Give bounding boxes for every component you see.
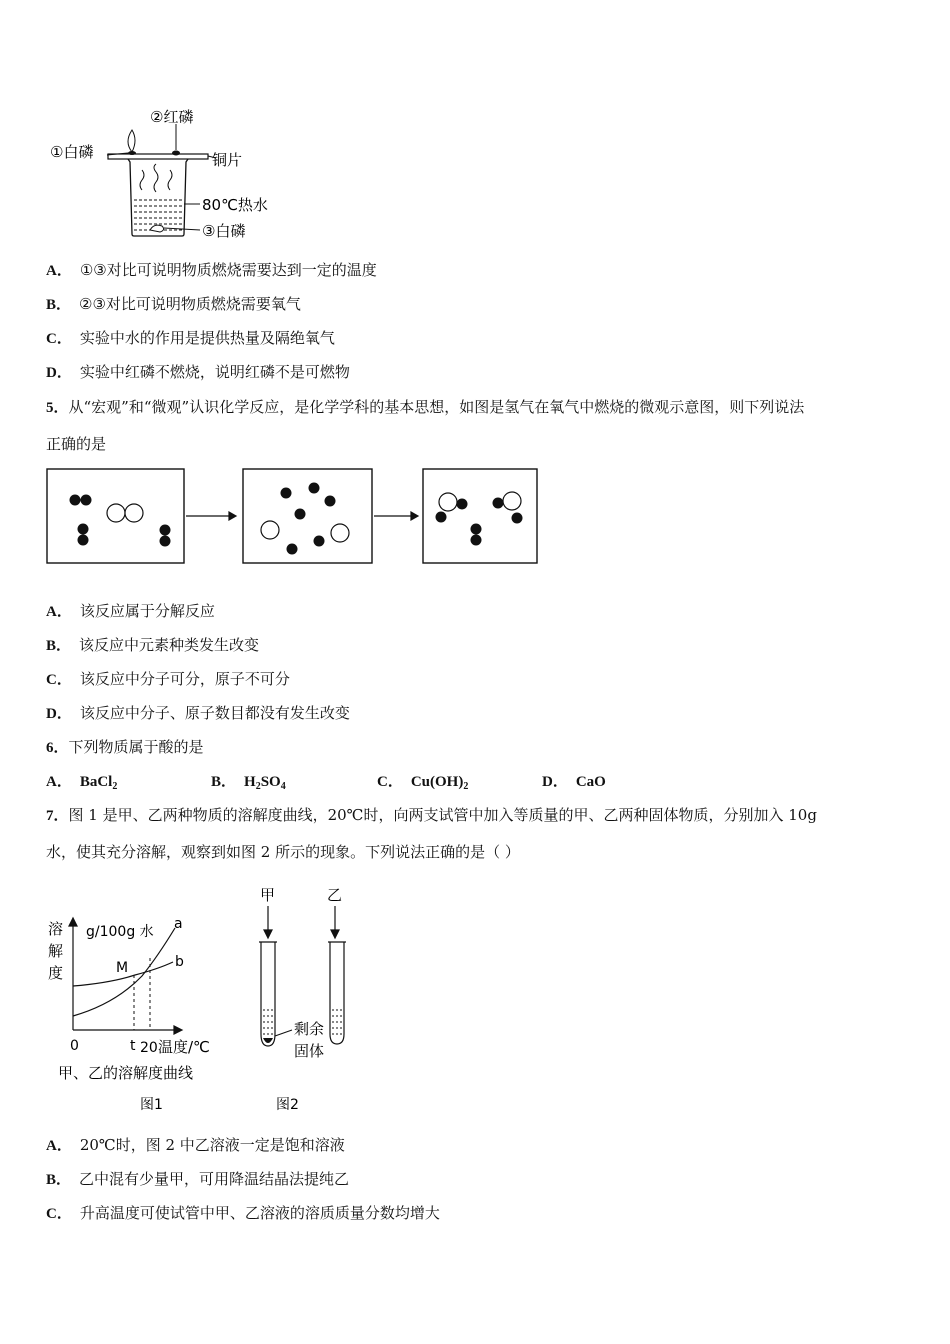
q7-stem-line1: 7．图 1 是甲、乙两种物质的溶解度曲线，20℃时，向两支试管中加入等质量的甲、乙两种固体物质，分别加入 10g <box>46 806 817 824</box>
tube-label-yi: 乙 <box>327 886 343 904</box>
y-unit-label: g/100g 水 <box>86 924 154 940</box>
y-label-du: 度 <box>48 964 64 982</box>
q7-option-a[interactable]: A． 20℃时，图 2 中乙溶液一定是饱和溶液 <box>46 1136 345 1154</box>
box-intermediate <box>243 469 372 563</box>
underwater-phosphorus-shape <box>150 225 164 232</box>
combustion-apparatus-figure <box>50 100 290 250</box>
q6-option-b[interactable]: B． $H_2SO_4$ <box>211 774 286 792</box>
q4-option-d[interactable]: D． 实验中红磷不燃烧，说明红磷不是可燃物 <box>46 363 350 381</box>
label-copper-plate: 铜片 <box>212 151 243 169</box>
tick-t-label: t <box>130 1038 136 1054</box>
curve-b-label: b <box>175 954 184 970</box>
red-phosphorus-shape <box>172 151 180 156</box>
q6-option-a[interactable]: A． BaCl$_2$ <box>46 774 118 792</box>
y-label-rong: 溶 <box>48 920 64 938</box>
q6-stem: 6．下列物质属于酸的是 <box>46 738 204 756</box>
y-label-jie: 解 <box>48 942 64 960</box>
point-m-label: M <box>116 960 129 976</box>
q5-stem-line2: 正确的是 <box>46 435 107 453</box>
q5-stem-line1: 5．从“宏观”和“微观”认识化学反应，是化学学科的基本思想，如图是氢气在氧气中燃烧的微观示意图，则下列说法 <box>46 398 805 416</box>
q7-option-c[interactable]: C． 升高温度可使试管中甲、乙溶液的溶质质量分数均增大 <box>46 1204 440 1222</box>
q5-option-d[interactable]: D． 该反应中分子、原子数目都没有发生改变 <box>46 704 350 722</box>
q6-option-c[interactable]: C． $Cu(OH)_2$ <box>377 774 469 792</box>
test-tubes-figure <box>240 880 370 1120</box>
tick-20-label: 20 <box>140 1040 158 1056</box>
q6-option-d[interactable]: D． CaO <box>542 774 606 790</box>
label-white-phosphorus-3: ③白磷 <box>202 222 246 240</box>
copper-plate-shape <box>108 154 208 159</box>
q7-stem-line2: 水，使其充分溶解，观察到如图 2 所示的现象。下列说法正确的是（ ） <box>46 843 520 861</box>
fig2-label: 图2 <box>276 1097 299 1113</box>
residue-label-1: 剩余 <box>294 1020 325 1038</box>
label-hot-water: 80℃热水 <box>202 196 268 214</box>
tube-yi <box>330 942 344 1044</box>
tube-jia <box>261 942 275 1046</box>
steam-lines <box>140 164 172 192</box>
x-axis-label: 温度/℃ <box>158 1038 210 1056</box>
origin-label: 0 <box>70 1038 79 1054</box>
residue-label-2: 固体 <box>294 1042 325 1060</box>
q4-option-c[interactable]: C． 实验中水的作用是提供热量及隔绝氧气 <box>46 329 335 347</box>
q5-option-c[interactable]: C． 该反应中分子可分，原子不可分 <box>46 670 290 688</box>
label-red-phosphorus: ②红磷 <box>150 108 194 126</box>
curve-a-label: a <box>174 916 183 932</box>
solubility-curve-figure <box>40 880 240 1120</box>
graph-caption: 甲、乙的溶解度曲线 <box>58 1064 194 1082</box>
q4-option-b[interactable]: B． ②③对比可说明物质燃烧需要氧气 <box>46 295 301 313</box>
label-white-phosphorus-1: ①白磷 <box>50 143 94 161</box>
fig1-label: 图1 <box>140 1097 163 1113</box>
reaction-micro-diagram <box>46 466 546 566</box>
q5-option-b[interactable]: B． 该反应中元素种类发生改变 <box>46 636 260 654</box>
q7-option-b[interactable]: B． 乙中混有少量甲，可用降温结晶法提纯乙 <box>46 1170 350 1188</box>
residue-solid <box>263 1038 273 1043</box>
tube-label-jia: 甲 <box>260 886 276 904</box>
q4-option-a[interactable]: A． ①③对比可说明物质燃烧需要达到一定的温度 <box>46 261 377 279</box>
flame-shape <box>128 130 135 152</box>
q5-option-a[interactable]: A． 该反应属于分解反应 <box>46 602 215 620</box>
